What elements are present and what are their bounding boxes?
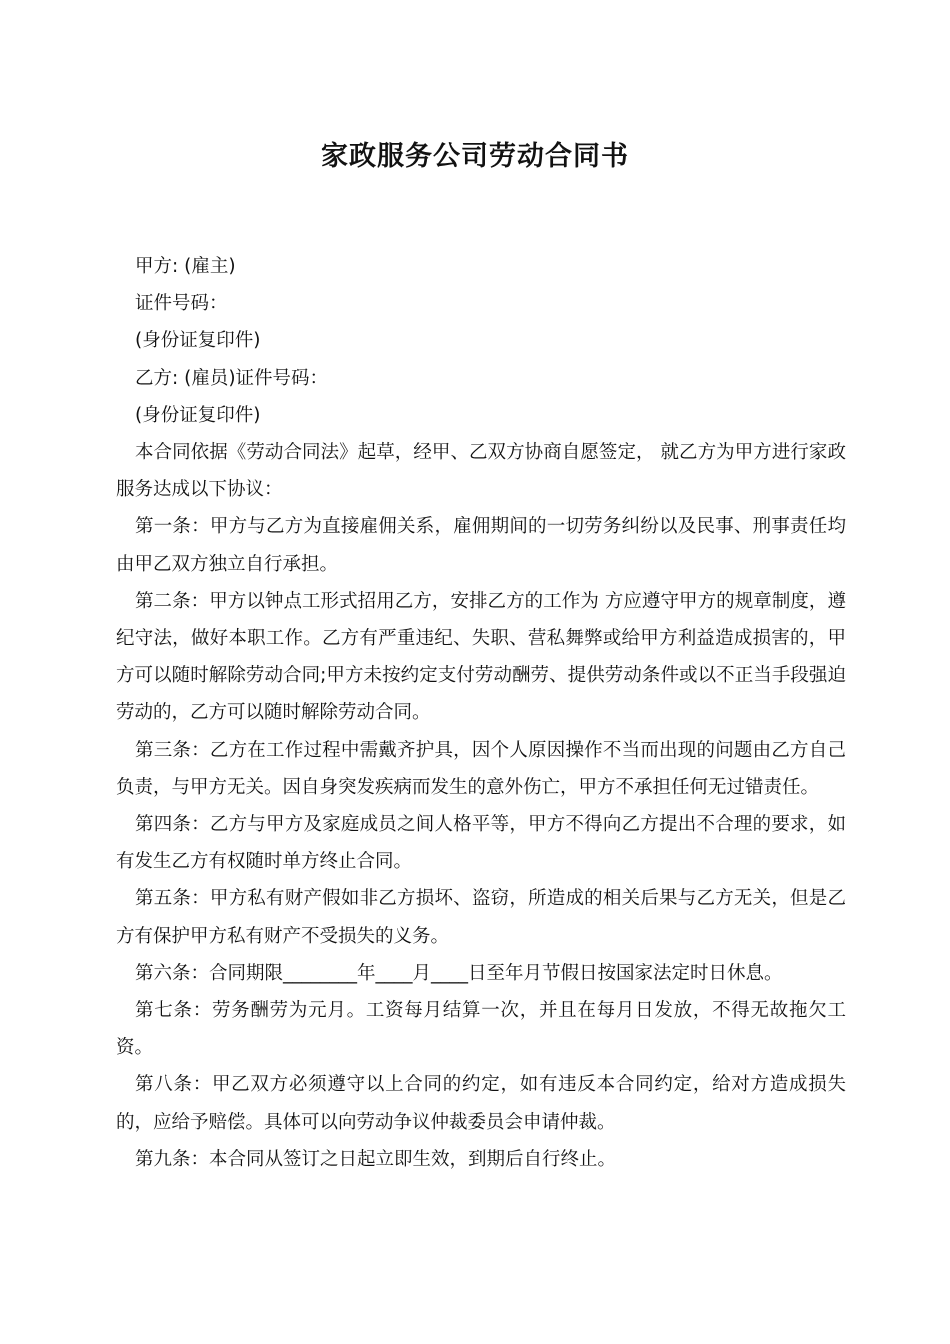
party-b-id-copy-line: (身份证复印件) [135,404,261,426]
clause-7: 第七条：劳务酬劳为元月。工资每月结算一次，并且在每月日发放，不得无故拖欠工资。 [116,1000,846,1059]
party-a-id-copy-line: (身份证复印件) [135,330,261,352]
party-a-line: 甲方: (雇主) [135,256,236,277]
clause-8: 第八条：甲乙双方必须遵守以上合同的约定，如有违反本合同约定，给对方造成损失的，应给予赔偿。具体可以向劳动争议仲裁委员会申请仲裁。 [116,1074,846,1133]
document-body [116,248,846,1178]
intro-paragraph: 本合同依据《劳动合同法》起草，经甲、乙双方协商自愿签定， 就乙方为甲方进行家政服务达成以下协议： [116,442,846,501]
clause-6: 第六条：合同期限________年____月____日至年月节假日按国家法定时日休息。 [135,962,783,984]
clause-3: 第三条：乙方在工作过程中需戴齐护具，因个人原因操作不当而出现的问题由乙方自己负责，与甲方无关。因自身突发疾病而发生的意外伤亡，甲方不承担任何无过错责任。 [116,739,846,798]
clause-9: 第九条：本合同从签订之日起立即生效，到期后自行终止。 [135,1148,617,1170]
clause-2: 第二条：甲方以钟点工形式招用乙方，安排乙方的工作为 方应遵守甲方的规章制度，遵纪守法，做好本职工作。乙方有严重违纪、失职、营私舞弊或给甲方利益造成损害的，甲方可以随时解除劳动合同;甲方未按约定支付劳动酬劳、提供劳动条件或以不正当手段强迫劳动的，乙方可以随时解除劳动合同。 [116,590,846,724]
clause-4: 第四条：乙方与甲方及家庭成员之间人格平等，甲方不得向乙方提出不合理的要求，如有发生乙方有权随时单方终止合同。 [116,814,846,873]
party-a-id-line: 证件号码： [135,293,228,315]
document-title: 家政服务公司劳动合同书 [321,141,629,172]
clause-1: 第一条：甲方与乙方为直接雇佣关系，雇佣期间的一切劳务纠纷以及民事、刑事责任均由甲乙双方独立自行承担。 [116,516,846,575]
clause-5: 第五条：甲方私有财产假如非乙方损坏、盗窃，所造成的相关后果与乙方无关，但是乙方有保护甲方私有财产不受损失的义务。 [116,888,846,947]
party-b-line: 乙方: (雇员)证件号码： [135,367,329,389]
